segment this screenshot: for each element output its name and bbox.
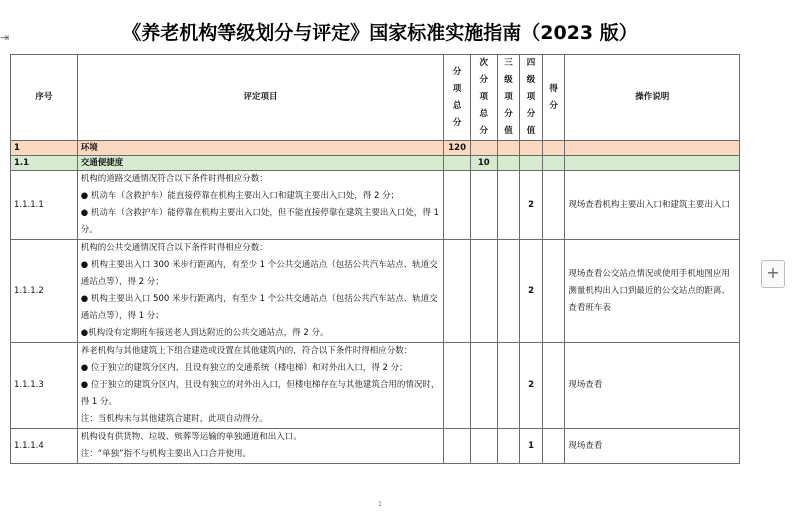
table-row xyxy=(11,171,740,240)
row-note: 现场查看公交站点情况或使用手机地图应用测量机构出入口到最近的公交站点的距离、查看班车表 xyxy=(565,240,740,343)
header-row xyxy=(11,55,740,141)
table-row xyxy=(11,240,740,343)
row-no: 1.1.1.2 xyxy=(11,240,78,343)
row-score[interactable] xyxy=(542,429,565,464)
row-criteria: 机构的公共交通情况符合以下条件时得相应分数： ● 机构主要出入口 300 米步行距离内，有至少 1 个公共交通站点（包括公共汽车站点、轨道交通站点等），得 2 分； ● 机构主要出入口 500 米步行距离内，有至少 1 个公共交通站点（包括公共汽车站点、轨道交通站点等），得 1 分； ●机构设有定期班车接送老人到达附近的公共交通站点，得 2 分。 xyxy=(77,240,444,343)
page-number: 1 xyxy=(377,500,383,508)
section-row-traffic xyxy=(11,156,740,171)
header-level3: 三 级 项 分 值 xyxy=(497,55,520,141)
section-no: 1.1 xyxy=(11,156,78,171)
header-level4: 四 级 项 分 值 xyxy=(520,55,543,141)
table-row xyxy=(11,343,740,429)
section-name: 交通便捷度 xyxy=(77,156,444,171)
row-note: 现场查看 xyxy=(565,343,740,429)
section-row-environment xyxy=(11,141,740,156)
row-score[interactable] xyxy=(542,240,565,343)
plus-icon[interactable]: + xyxy=(761,260,785,288)
expand-arrow-icon[interactable]: ⇥ xyxy=(0,31,10,44)
row-level4: 2 xyxy=(520,171,543,240)
row-level4: 1 xyxy=(520,429,543,464)
row-no: 1.1.1.4 xyxy=(11,429,78,464)
row-no: 1.1.1.1 xyxy=(11,171,78,240)
document-title: 《养老机构等级划分与评定》国家标准实施指南（2023 版） xyxy=(122,22,638,44)
row-level4: 2 xyxy=(520,240,543,343)
header-item: 评定项目 xyxy=(77,55,444,141)
row-criteria: 养老机构与其他建筑上下组合建造或设置在其他建筑内的，符合以下条件时得相应分数： ● 位于独立的建筑分区内，且设有独立的交通系统（楼电梯）和对外出入口，得 2 分； ● 位于独立的建筑分区内，且设有独立的对外出入口，但楼电梯存在与其他建筑合用的情况时，得 1 分。 注：当机构未与其他建筑合建时，此项自动得分。 xyxy=(77,343,444,429)
row-note: 现场查看机构主要出入口和建筑主要出入口 xyxy=(565,171,740,240)
section-sub-total: 120 xyxy=(444,141,471,156)
section-name: 环境 xyxy=(77,141,444,156)
evaluation-table xyxy=(10,54,740,464)
section-no: 1 xyxy=(11,141,78,156)
row-criteria: 机构的道路交通情况符合以下条件时得相应分数： ● 机动车（含救护车）能直接停靠在机构主要出入口和建筑主要出入口处，得 2 分； ● 机动车（含救护车）能停靠在机构主要出入口处，但不能直接停靠在建筑主要出入口处，得 1 分。 xyxy=(77,171,444,240)
row-note: 现场查看 xyxy=(565,429,740,464)
row-score[interactable] xyxy=(542,343,565,429)
table-row xyxy=(11,429,740,464)
row-score[interactable] xyxy=(542,171,565,240)
row-no: 1.1.1.3 xyxy=(11,343,78,429)
header-seq: 序号 xyxy=(11,55,78,141)
header-score: 得 分 xyxy=(542,55,565,141)
header-note: 操作说明 xyxy=(565,55,740,141)
row-criteria: 机构设有供货物、垃圾、殡葬等运输的单独通道和出入口。 注：“单独”指不与机构主要出入口合并使用。 xyxy=(77,429,444,464)
row-level4: 2 xyxy=(520,343,543,429)
header-sec-total: 次 分 项 总 分 xyxy=(470,55,497,141)
section-sec-total: 10 xyxy=(470,156,497,171)
header-sub-total: 分 项 总 分 xyxy=(444,55,471,141)
